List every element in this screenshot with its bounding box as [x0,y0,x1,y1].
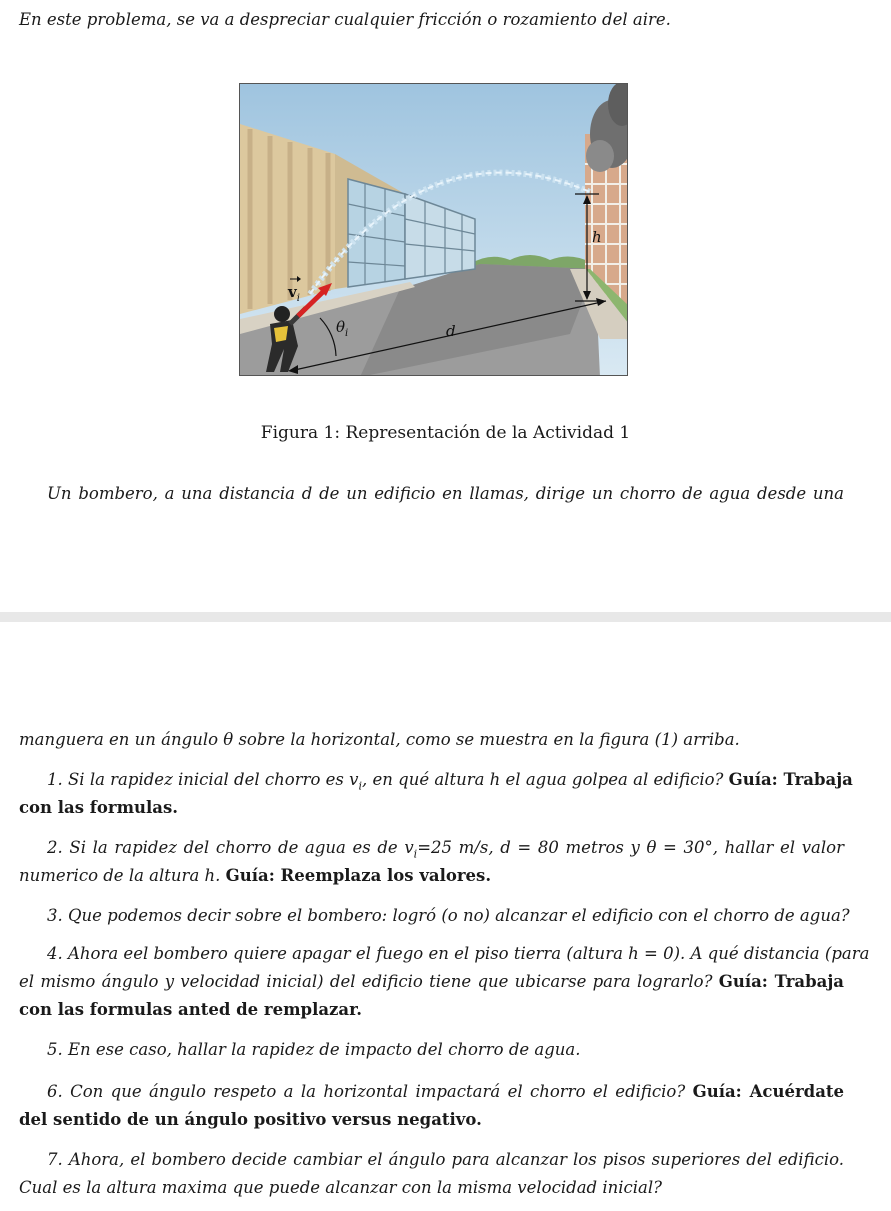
question-2-line-1: 2. Si la rapidez del chorro de agua es de $v_i=25$ m/s, d = 80 metros y θ = 30°, hallar el valor [47,838,844,861]
question-7-line-1: 7. Ahora, el bombero decide cambiar el ángulo para alcanzar los pisos superiores del edificio. [47,1150,844,1169]
label-height: h [592,228,602,246]
question-5: 5. En ese caso, hallar la rapidez de impacto del chorro de agua. [47,1040,581,1059]
question-7-line-2: Cual es la altura maxima que puede alcanzar con la misma velocidad inicial? [19,1178,662,1197]
question-3: 3. Que podemos decir sobre el bombero: logró (o no) alcanzar el edificio con el chorro de agua? [47,906,850,925]
page-2 [0,622,891,1211]
question-6-line-1: 6. Con que ángulo respeto a la horizontal impactará el chorro el edificio? Guía: Acuérdate [47,1082,845,1101]
statement-line-1: Un bombero, a una distancia d de un edificio en llamas, dirige un chorro de agua desde una [47,484,844,503]
page-separator [0,612,891,622]
figure-svg [240,84,628,376]
question-6-line-2: del sentido de un ángulo positivo versus negativo. [19,1110,482,1129]
label-velocity: $v_i$ [288,283,300,304]
question-4-line-3: con las formulas anted de remplazar. [19,1000,363,1019]
question-1-line-2: con las formulas. [19,798,179,817]
question-2-line-2: numerico de la altura h. Guía: Reemplaza los valores. [19,866,492,885]
question-4-line-2: el mismo ángulo y velocidad inicial) del edificio tiene que ubicarse para lograrlo? Guía: Trabaja [19,972,844,991]
question-1-line-1: 1. Si la rapidez inicial del chorro es $v_i$, en qué altura h el agua golpea al edificio? Guía: Trabaja [47,770,853,793]
figure-caption: Figura 1: Representación de la Actividad 1 [260,423,631,443]
statement-line-2: manguera en un ángulo θ sobre la horizontal, como se muestra en la figura (1) arriba. [19,730,740,749]
figure-firefighter-illustration [239,83,628,376]
label-distance: d [446,322,456,340]
label-theta: $\theta_i$ [336,318,349,339]
question-4-line-1: 4. Ahora eel bombero quiere apagar el fuego en el piso tierra (altura h = 0). A qué distancia (para [47,944,870,963]
intro-text: En este problema, se va a despreciar cualquier fricción o rozamiento del aire. [19,10,671,29]
